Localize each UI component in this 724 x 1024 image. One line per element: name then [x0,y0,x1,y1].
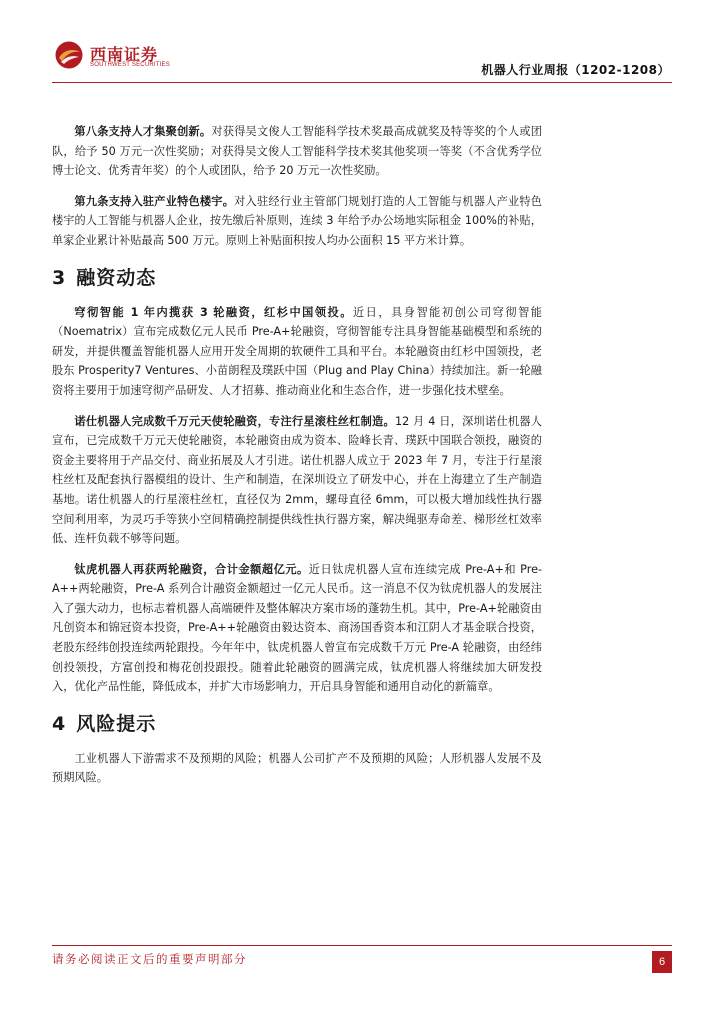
logo-chinese-name: 西南证券 [90,45,159,64]
financing-item-lead: 钛虎机器人再获两轮融资，合计金额超亿元。 [74,562,309,576]
policy-article-8 [52,122,542,181]
section-4-number: 4 [52,712,67,735]
financing-item-noematrix [52,303,542,401]
section-4-title: 风险提示 [76,712,157,735]
policy-article-9 [52,192,542,251]
article-8-text: 对获得吴文俊人工智能科学技术奖最高成就奖及特等奖的个人或团队，给予 50 万元一次性奖励；对获得吴文俊人工智能科学技术奖其他奖项一等奖（不含优秀学位博士论文、优秀青年奖）的个人或团队，给予 20 万元一次性奖励。 [52,125,542,178]
article-8-heading: 第八条支持人才集聚创新。 [74,125,212,138]
main-content [52,122,542,799]
header-divider [52,82,672,83]
logo-english-name: SOUTHWEST SECURITIES [90,62,170,68]
financing-item-taihu [52,560,542,697]
financing-item-text: 12 月 4 日，深圳诺仕机器人宣布，已完成数千万元天使轮融资，本轮融资由成为资本、险峰长青、璞跃中国联合领投，融资的资金主要将用于产品交付、商业拓展及人才引进。诺仕机器人成立于 2023 年 7 月，专注于行星滚柱丝杠及配套执行器模组的设计、生产和制造，在深圳设立了研发中心，并在上海建立了生产制造基地。诺仕机器人的行星滚柱丝杠，直径仅为 2mm，螺母直径 6mm，可以极大增加线性执行器空间利用率，为灵巧手等狭小空间精确控制提供线性执行器方案，解决绳驱寿命差、梯形丝杠效率低、连杆负载不够等问题。 [52,414,542,546]
footer-divider [52,945,672,946]
page-header [52,40,672,80]
report-title: 机器人行业周报（1202-1208） [481,63,670,77]
section-3-heading [52,265,542,291]
financing-item-text: 近日钛虎机器人宣布连续完成 Pre-A+和 Pre-A++两轮融资，Pre-A 系列合计融资金额超过一亿元人民币。这一消息不仅为钛虎机器人的发展注入了强大动力，也标志着机器人高端硬件及整体解决方案市场的蓬勃生机。其中，Pre-A+轮融资由凡创资本和锦冠资本投资，Pre-A++轮融资由毅达资本、商汤国香资本和江阴人才基金联合投资，老股东经纬创投连续两轮跟投。今年年中，钛虎机器人曾宣布完成数千万元 Pre-A 轮融资，由经纬创投领投，方富创投和梅花创投跟投。随着此轮融资的圆满完成，钛虎机器人将继续加大研发投入，优化产品性能，降低成本，并扩大市场影响力，开启具身智能和通用自动化的新篇章。 [52,562,542,694]
page-number: 6 [652,951,672,973]
section-3-title: 融资动态 [76,266,157,289]
financing-item-lead: 诺仕机器人完成数千万元天使轮融资，专注行星滚柱丝杠制造。 [74,414,395,428]
article-9-text: 对入驻经行业主管部门规划打造的人工智能与机器人产业特色楼宇的人工智能与机器人企业，按先缴后补原则，连续 3 年给予办公场地实际租金 100%的补贴，单家企业累计补贴最高 500 万元。原则上补贴面积按人均办公面积 15 平方米计算。 [52,194,542,247]
article-9-heading: 第九条支持入驻产业特色楼宇。 [74,194,235,208]
financing-item-lead: 穹彻智能 1 年内揽获 3 轮融资，红杉中国领投。 [74,305,353,319]
section-4-heading [52,711,542,737]
section-3-number: 3 [52,266,67,289]
logo-emblem-icon [54,40,84,70]
risk-warning-text: 工业机器人下游需求不及预期的风险；机器人公司扩产不及预期的风险；人形机器人发展不及预期风险。 [52,751,542,785]
financing-item-text: 近日，具身智能初创公司穹彻智能（Noematrix）宣布完成数亿元人民币 Pre-A+轮融资，穹彻智能专注具身智能基础模型和系统的研发，并提供覆盖智能机器人应用开发全周期的软硬件工具和平台。本轮融资由红杉中国领投，老股东 Prosperity7 Ventures、小苗朗程及璞跃中国（Plug and Play China）持续加注。新一轮融资将主要用于加速穹彻产品研发、人才招募、推动商业化和生态合作，进一步强化技术壁垒。 [52,305,542,397]
footer-disclaimer: 请务必阅读正文后的重要声明部分 [52,952,247,966]
financing-item-nuoshi [52,412,542,549]
company-logo [54,40,204,74]
